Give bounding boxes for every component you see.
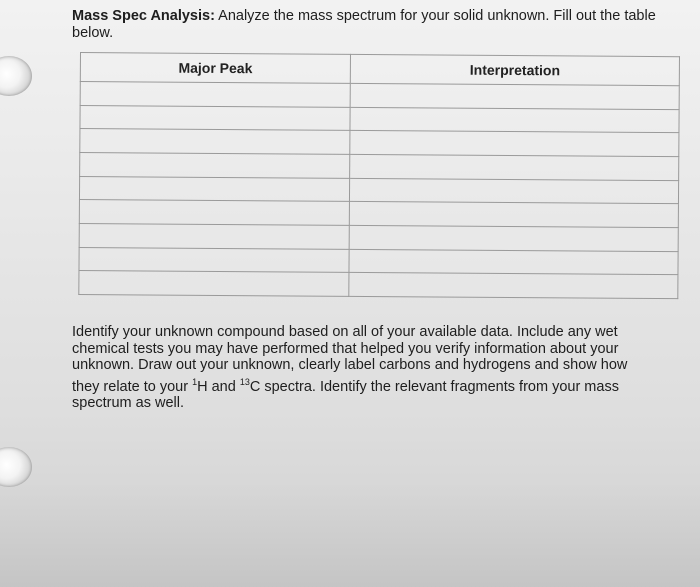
major-peak-cell[interactable] [79, 247, 349, 273]
heading-title: Mass Spec Analysis: [72, 8, 215, 24]
section-heading [72, 8, 662, 42]
interpretation-cell[interactable] [349, 225, 678, 251]
major-peak-cell[interactable] [79, 223, 349, 249]
interpretation-cell[interactable] [349, 202, 678, 228]
interpretation-cell[interactable] [350, 154, 679, 180]
major-peak-cell[interactable] [79, 200, 349, 226]
major-peak-cell[interactable] [79, 271, 349, 297]
heading-text: Analyze the mass spectrum for your solid unknown. Fill out the table below. [72, 8, 656, 41]
interpretation-cell[interactable] [350, 178, 679, 204]
major-peak-cell[interactable] [80, 82, 350, 108]
column-header-interpretation: Interpretation [350, 54, 679, 85]
interpretation-cell[interactable] [349, 249, 678, 275]
interpretation-cell[interactable] [350, 107, 679, 133]
interpretation-cell[interactable] [350, 83, 679, 109]
table-row [79, 271, 678, 299]
interpretation-cell[interactable] [350, 131, 679, 157]
major-peak-cell[interactable] [80, 152, 350, 178]
instructions-paragraph: Identify your unknown compound based on all of your available data. Include any wet chemical tests you may have performed that helped you verify information about your unknown. Draw out your unknown, clearly label carbons and hydrogens and show how they relate to your $^1$H and $^{13}$C spectra. Identify the relevant fragments from your mass spectrum as well. [72, 324, 628, 411]
major-peak-cell[interactable] [79, 176, 349, 202]
mass-spec-table [78, 52, 680, 299]
major-peak-cell[interactable] [80, 129, 350, 155]
major-peak-cell[interactable] [80, 105, 350, 131]
column-header-major-peak: Major Peak [80, 53, 350, 84]
binder-hole [0, 56, 32, 96]
interpretation-cell[interactable] [349, 273, 678, 299]
table-body [79, 82, 679, 299]
